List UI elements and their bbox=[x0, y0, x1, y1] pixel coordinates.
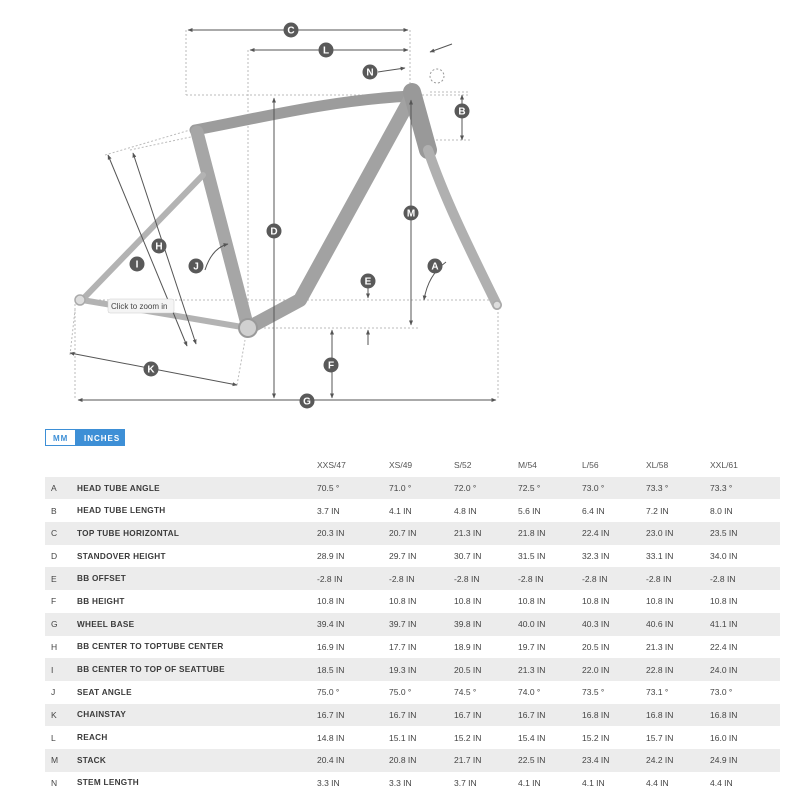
table-cell: 21.8 IN bbox=[518, 522, 582, 545]
table-cell: 70.5 ° bbox=[317, 477, 389, 500]
table-cell: 16.8 IN bbox=[646, 704, 710, 727]
table-cell: 4.1 IN bbox=[389, 505, 412, 516]
table-cell: 33.1 IN bbox=[646, 551, 674, 562]
table-row bbox=[45, 477, 780, 500]
dimension-badge bbox=[189, 259, 204, 274]
size-header: XXS/47 bbox=[317, 460, 346, 471]
table-cell: 40.6 IN bbox=[646, 613, 710, 636]
table-cell: 72.0 ° bbox=[454, 477, 518, 500]
table-cell: 19.7 IN bbox=[518, 641, 546, 652]
size-header: XS/49 bbox=[389, 460, 413, 471]
row-label: HEAD TUBE LENGTH bbox=[77, 506, 166, 516]
dimension-badge bbox=[404, 206, 419, 221]
table-cell: 4.1 IN bbox=[518, 777, 541, 788]
badge-letter: D bbox=[270, 226, 278, 238]
row-label: BB CENTER TO TOP OF SEATTUBE bbox=[77, 658, 317, 681]
row-letter: C bbox=[45, 522, 77, 545]
zoom-hint[interactable] bbox=[108, 299, 174, 313]
row-label: STEM LENGTH bbox=[77, 778, 139, 788]
table-cell: 24.0 IN bbox=[710, 658, 780, 681]
row-label: BB OFFSET bbox=[77, 567, 317, 590]
table-cell: 4.4 IN bbox=[646, 777, 669, 788]
table-cell: 20.4 IN bbox=[317, 749, 389, 772]
table-cell: 15.2 IN bbox=[454, 732, 482, 743]
table-row bbox=[45, 590, 780, 613]
row-letter: F bbox=[51, 596, 57, 607]
dimension-badge bbox=[363, 65, 378, 80]
badge-letter: I bbox=[135, 259, 139, 271]
badge-letter: B bbox=[458, 106, 466, 118]
row-label: BB HEIGHT bbox=[77, 596, 125, 606]
dimension-badge bbox=[152, 239, 167, 254]
row-label: TOP TUBE HORIZONTAL bbox=[77, 522, 317, 545]
table-cell: 16.7 IN bbox=[454, 704, 518, 727]
table-row bbox=[45, 772, 780, 795]
table-cell: 18.9 IN bbox=[454, 641, 482, 652]
bike-frame bbox=[82, 92, 497, 328]
table-cell: 18.5 IN bbox=[317, 658, 389, 681]
badge-letter: C bbox=[287, 25, 295, 37]
table-cell: 73.3 ° bbox=[710, 477, 780, 500]
table-cell: 22.8 IN bbox=[646, 658, 710, 681]
table-cell: 3.7 IN bbox=[317, 505, 340, 516]
table-cell: 29.7 IN bbox=[389, 551, 417, 562]
table-cell: 73.3 ° bbox=[646, 477, 710, 500]
size-header: XL/58 bbox=[646, 460, 669, 471]
row-label: BB CENTER TO TOPTUBE CENTER bbox=[77, 642, 224, 652]
table-cell: 34.0 IN bbox=[710, 551, 738, 562]
table-cell: -2.8 IN bbox=[454, 567, 518, 590]
table-cell: 21.3 IN bbox=[518, 658, 582, 681]
table-cell: 21.3 IN bbox=[646, 641, 674, 652]
badge-letter: A bbox=[431, 261, 439, 273]
table-cell: 20.8 IN bbox=[389, 749, 454, 772]
badge-letter: K bbox=[147, 364, 155, 376]
table-cell: 23.0 IN bbox=[646, 522, 710, 545]
table-cell: 15.4 IN bbox=[518, 732, 546, 743]
table-cell: -2.8 IN bbox=[710, 567, 780, 590]
size-header: L/56 bbox=[582, 460, 599, 471]
table-cell: 39.8 IN bbox=[454, 613, 518, 636]
row-letter: A bbox=[45, 477, 77, 500]
table-cell: 30.7 IN bbox=[454, 551, 482, 562]
table-cell: 21.7 IN bbox=[454, 749, 518, 772]
row-label: STANDOVER HEIGHT bbox=[77, 551, 166, 561]
table-cell: 15.7 IN bbox=[646, 732, 674, 743]
table-row bbox=[45, 545, 780, 568]
row-letter: M bbox=[45, 749, 77, 772]
table-cell: 3.7 IN bbox=[454, 777, 477, 788]
dimension-badge bbox=[284, 23, 299, 38]
table-cell: 40.0 IN bbox=[518, 613, 582, 636]
table-cell: 73.5 ° bbox=[582, 687, 605, 698]
table-row bbox=[45, 749, 780, 772]
size-header: M/54 bbox=[518, 460, 537, 471]
table-row bbox=[45, 726, 780, 749]
row-letter: I bbox=[45, 658, 77, 681]
table-cell: 41.1 IN bbox=[710, 613, 780, 636]
table-cell: 4.4 IN bbox=[710, 777, 733, 788]
table-cell: 73.0 ° bbox=[710, 687, 733, 698]
dimension-badge bbox=[319, 43, 334, 58]
dimension-badge bbox=[428, 259, 443, 274]
table-cell: 20.7 IN bbox=[389, 522, 454, 545]
table-cell: 10.8 IN bbox=[710, 596, 738, 607]
table-row bbox=[45, 499, 780, 522]
size-header-row bbox=[45, 454, 780, 477]
table-cell: 71.0 ° bbox=[389, 477, 454, 500]
row-label: CHAINSTAY bbox=[77, 704, 317, 727]
table-cell: 10.8 IN bbox=[518, 596, 546, 607]
dimension-badge bbox=[130, 257, 145, 272]
row-label: HEAD TUBE ANGLE bbox=[77, 477, 317, 500]
table-cell: 73.1 ° bbox=[646, 687, 669, 698]
row-letter: D bbox=[51, 551, 58, 562]
badge-letter: M bbox=[406, 208, 416, 220]
table-cell: 32.3 IN bbox=[582, 551, 610, 562]
badge-letter: N bbox=[366, 67, 374, 79]
table-cell: 22.4 IN bbox=[582, 522, 646, 545]
table-cell: 10.8 IN bbox=[317, 596, 345, 607]
badge-letter: J bbox=[193, 261, 199, 273]
table-cell: -2.8 IN bbox=[646, 567, 710, 590]
table-cell: 20.3 IN bbox=[317, 522, 389, 545]
table-cell: 74.0 ° bbox=[518, 687, 541, 698]
table-row bbox=[45, 636, 780, 659]
table-cell: 16.0 IN bbox=[710, 732, 738, 743]
table-cell: 8.0 IN bbox=[710, 505, 733, 516]
table-row bbox=[45, 567, 780, 590]
table-row bbox=[45, 522, 780, 545]
table-cell: 72.5 ° bbox=[518, 477, 582, 500]
table-row bbox=[45, 658, 780, 681]
dimension-badge bbox=[324, 358, 339, 373]
table-cell: 16.7 IN bbox=[389, 704, 454, 727]
table-cell: 74.5 ° bbox=[454, 687, 477, 698]
badge-letter: H bbox=[155, 241, 163, 253]
inches-unit-button[interactable]: INCHES bbox=[76, 429, 125, 446]
table-cell: -2.8 IN bbox=[582, 567, 646, 590]
dimension-lines bbox=[70, 30, 496, 400]
table-cell: 15.2 IN bbox=[582, 732, 610, 743]
table-cell: 28.9 IN bbox=[317, 551, 345, 562]
row-letter: B bbox=[51, 505, 57, 516]
table-cell: 10.8 IN bbox=[582, 596, 610, 607]
dimension-badge bbox=[144, 362, 159, 377]
row-label: STACK bbox=[77, 749, 317, 772]
row-label: WHEEL BASE bbox=[77, 613, 317, 636]
row-letter: H bbox=[51, 641, 58, 652]
badge-letter: F bbox=[327, 360, 335, 372]
table-cell: 23.5 IN bbox=[710, 522, 780, 545]
table-cell: 75.0 ° bbox=[317, 687, 340, 698]
badge-letter: L bbox=[322, 45, 330, 57]
dimension-badge bbox=[267, 224, 282, 239]
table-cell: 39.4 IN bbox=[317, 613, 389, 636]
table-cell: 17.7 IN bbox=[389, 641, 417, 652]
table-cell: 15.1 IN bbox=[389, 732, 417, 743]
table-cell: 3.3 IN bbox=[389, 777, 412, 788]
table-cell: 20.5 IN bbox=[582, 641, 610, 652]
size-header: S/52 bbox=[454, 460, 472, 471]
table-cell: 16.9 IN bbox=[317, 641, 345, 652]
header-blank bbox=[77, 454, 317, 477]
table-cell: 23.4 IN bbox=[582, 749, 646, 772]
table-cell: 22.4 IN bbox=[710, 641, 738, 652]
table-row bbox=[45, 613, 780, 636]
geometry-table bbox=[45, 454, 780, 794]
row-letter: G bbox=[45, 613, 77, 636]
row-letter: E bbox=[45, 567, 77, 590]
table-cell: 22.5 IN bbox=[518, 749, 582, 772]
table-row bbox=[45, 681, 780, 704]
row-letter: K bbox=[45, 704, 77, 727]
table-cell: 16.8 IN bbox=[710, 704, 780, 727]
table-cell: -2.8 IN bbox=[389, 567, 454, 590]
dimension-badge bbox=[300, 394, 315, 409]
table-cell: 10.8 IN bbox=[646, 596, 674, 607]
construction-lines bbox=[70, 30, 500, 400]
table-cell: 39.7 IN bbox=[389, 613, 454, 636]
row-letter: J bbox=[51, 687, 56, 698]
zoom-hint-text: Click to zoom in bbox=[111, 302, 168, 311]
table-cell: 24.2 IN bbox=[646, 749, 710, 772]
table-cell: 10.8 IN bbox=[389, 596, 417, 607]
dimension-badge bbox=[455, 104, 470, 119]
rear-dropout bbox=[75, 295, 85, 305]
table-cell: 5.6 IN bbox=[518, 505, 541, 516]
table-cell: 16.7 IN bbox=[518, 704, 582, 727]
badge-letter: G bbox=[303, 396, 311, 408]
table-row bbox=[45, 704, 780, 727]
header-blank bbox=[45, 454, 77, 477]
table-cell: 31.5 IN bbox=[518, 551, 546, 562]
dimension-badge bbox=[361, 274, 376, 289]
table-cell: 4.1 IN bbox=[582, 777, 605, 788]
bottom-bracket bbox=[239, 319, 257, 337]
row-letter: N bbox=[51, 777, 58, 788]
table-cell: 6.4 IN bbox=[582, 505, 605, 516]
table-cell: -2.8 IN bbox=[317, 567, 389, 590]
table-cell: 22.0 IN bbox=[582, 658, 646, 681]
table-cell: 24.9 IN bbox=[710, 749, 780, 772]
dimension-badges bbox=[130, 23, 470, 409]
table-cell: 7.2 IN bbox=[646, 505, 669, 516]
row-label: REACH bbox=[77, 733, 108, 743]
size-header: XXL/61 bbox=[710, 460, 738, 471]
table-cell: 73.0 ° bbox=[582, 477, 646, 500]
unit-toggle bbox=[45, 429, 125, 446]
row-label: SEAT ANGLE bbox=[77, 687, 132, 697]
mm-unit-button[interactable]: MM bbox=[45, 429, 76, 446]
table-cell: 16.7 IN bbox=[317, 704, 389, 727]
table-cell: 14.8 IN bbox=[317, 732, 345, 743]
table-cell: 16.8 IN bbox=[582, 704, 646, 727]
table-cell: 40.3 IN bbox=[582, 613, 646, 636]
table-cell: 75.0 ° bbox=[389, 687, 412, 698]
front-dropout bbox=[493, 301, 501, 309]
table-cell: 20.5 IN bbox=[454, 658, 518, 681]
table-cell: 21.3 IN bbox=[454, 522, 518, 545]
badge-letter: E bbox=[364, 276, 372, 288]
table-cell: 19.3 IN bbox=[389, 658, 454, 681]
stem-clamp bbox=[430, 69, 444, 83]
row-letter: L bbox=[51, 732, 56, 743]
table-cell: -2.8 IN bbox=[518, 567, 582, 590]
table-cell: 3.3 IN bbox=[317, 777, 340, 788]
table-cell: 4.8 IN bbox=[454, 505, 477, 516]
table-cell: 10.8 IN bbox=[454, 596, 482, 607]
